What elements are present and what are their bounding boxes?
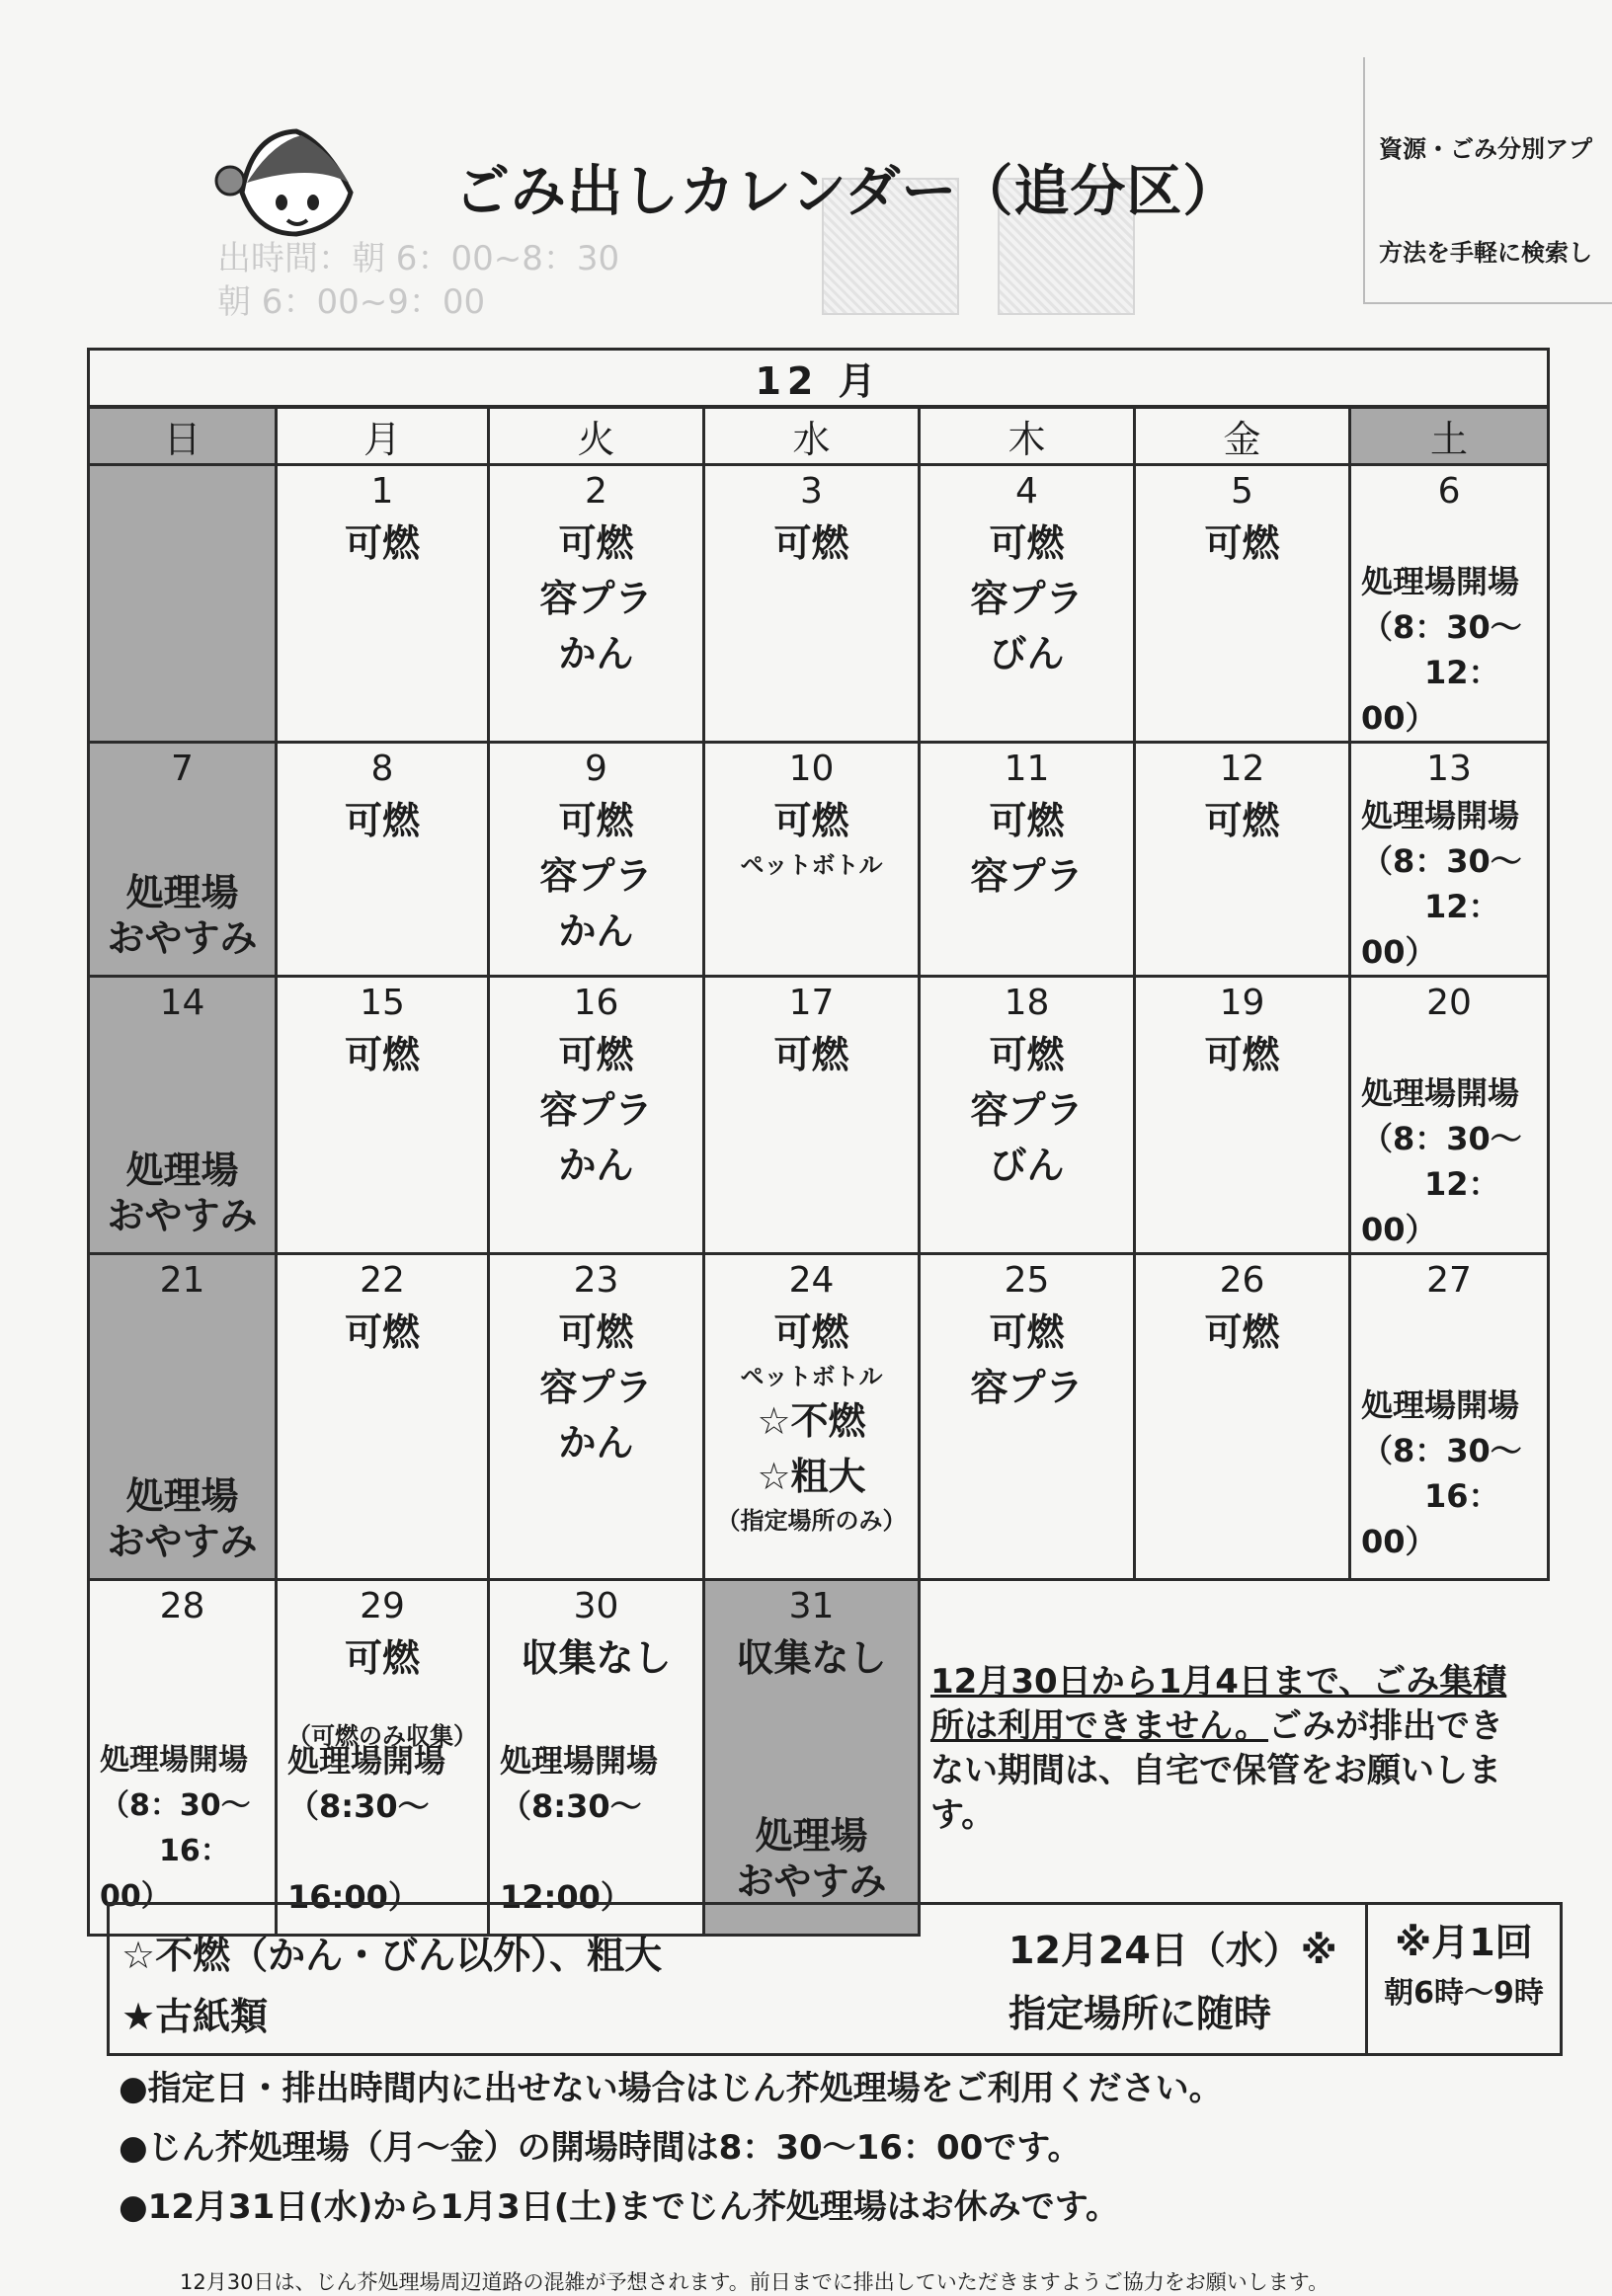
weekday-header: 水 <box>704 407 920 465</box>
day-cell <box>1350 743 1549 977</box>
day-number: 13 <box>1426 749 1472 789</box>
weekday-header: 木 <box>920 407 1135 465</box>
weekday-header: 月 <box>277 407 489 465</box>
day-cell <box>277 1580 489 1936</box>
day-cell <box>89 1254 277 1580</box>
collection-items: 可燃 容プラ <box>970 799 1084 898</box>
pet-bottle-label: ペットボトル <box>740 1363 883 1390</box>
week-row <box>89 1254 1549 1580</box>
collection-items: 可燃 <box>1204 521 1280 565</box>
day-cell <box>277 743 489 977</box>
facility-hours: 処理場開場 （8:30〜 12:00） <box>500 1742 659 1916</box>
collection-items: 可燃 <box>344 1310 420 1354</box>
collection-items: 可燃 <box>344 799 420 842</box>
day-number: 27 <box>1426 1260 1472 1301</box>
day-cell <box>89 977 277 1254</box>
legend-time: 朝6時〜9時 <box>1384 1976 1544 2011</box>
collection-items: 可燃 <box>773 799 849 842</box>
week-row <box>89 1580 1549 1936</box>
day-cell <box>277 465 489 743</box>
facility-hours: 処理場開場 （8:30〜 16:00） <box>287 1742 446 1916</box>
day-number: 2 <box>585 471 607 512</box>
day-cell <box>1350 977 1549 1254</box>
collection-items: 可燃 <box>344 1636 420 1680</box>
collection-items: 可燃 容プラ かん <box>539 1033 653 1187</box>
month-header: 12 月 <box>89 350 1549 408</box>
day-cell <box>1135 743 1350 977</box>
pet-bottle-label: ペットボトル <box>740 851 883 879</box>
day-cell <box>1135 1254 1350 1580</box>
legend-right <box>1365 1905 1560 2053</box>
day-cell <box>1350 465 1549 743</box>
collection-items: 可燃 <box>344 1033 420 1076</box>
day-number: 22 <box>360 1260 405 1301</box>
holiday-notice <box>920 1580 1549 1936</box>
day-cell <box>489 1254 704 1580</box>
collection-items: 可燃 <box>344 521 420 565</box>
designated-place-note: （指定場所のみ） <box>716 1507 907 1535</box>
collection-items: 可燃 容プラ かん <box>539 799 653 953</box>
collection-items: 可燃 容プラ かん <box>539 1310 653 1465</box>
note-item: ●12月31日(水)から1月3日(土)までじん芥処理場はお休みです。 <box>119 2187 1120 2227</box>
holiday-notice-text <box>921 1636 1547 1838</box>
week-row <box>89 743 1549 977</box>
calendar-table <box>87 348 1550 1937</box>
notice-underlined: 12月30日から1月4日まで、ごみ集積所は利用できません。 <box>930 1662 1507 1746</box>
legend-nonburnable: ☆不燃（かん・びん以外）、粗大 <box>121 1934 663 1977</box>
facility-hours: 処理場開場 （8：30〜 16：00） <box>1361 1386 1522 1560</box>
legend-middle <box>1008 1919 1337 2045</box>
day-cell <box>277 977 489 1254</box>
day-number: 17 <box>788 983 835 1023</box>
legend-old-paper: ★古紙類 <box>121 1995 269 2038</box>
day-cell <box>489 1580 704 1936</box>
day-cell <box>1350 1254 1549 1580</box>
burnable-only-note: （可燃のみ収集） <box>287 1722 477 1750</box>
app-info-note <box>1363 57 1612 304</box>
weekday-header: 火 <box>489 407 704 465</box>
day-cell <box>89 743 277 977</box>
day-cell <box>277 1254 489 1580</box>
day-number: 3 <box>800 471 823 512</box>
day-cell <box>920 465 1135 743</box>
day-number: 28 <box>159 1586 205 1626</box>
day-number: 23 <box>573 1260 619 1301</box>
facility-closed: 処理場 おやすみ <box>736 1814 887 1903</box>
day-cell <box>704 743 920 977</box>
day-number: 6 <box>1437 471 1461 512</box>
weekday-header: 金 <box>1135 407 1350 465</box>
weekday-header: 土 <box>1350 407 1549 465</box>
legend-date: 12月24日（水）※ <box>1008 1929 1337 1972</box>
day-cell <box>89 465 277 743</box>
mascot-logo <box>202 123 361 242</box>
note-item: ●じん芥処理場（月〜金）の開場時間は8：30〜16：00です。 <box>119 2128 1082 2168</box>
day-number: 31 <box>788 1586 835 1626</box>
day-number: 12 <box>1219 749 1265 789</box>
app-info-line: 方法を手軽に検索し <box>1379 239 1592 267</box>
day-cell <box>489 977 704 1254</box>
day-number: 14 <box>159 983 205 1023</box>
collection-items: 可燃 <box>1204 1033 1280 1076</box>
note-item: ●指定日・排出時間内に出せない場合はじん芥処理場をご利用ください。 <box>119 2069 1223 2108</box>
facility-closed: 処理場 おやすみ <box>107 871 258 960</box>
facility-closed: 処理場 おやすみ <box>107 1474 258 1563</box>
day-cell <box>704 1580 920 1936</box>
weekday-header: 日 <box>89 407 277 465</box>
collection-items: 可燃 <box>773 1033 849 1076</box>
day-cell <box>920 977 1135 1254</box>
day-number: 18 <box>1004 983 1050 1023</box>
legend-frequency: ※月1回 <box>1395 1921 1533 1964</box>
facility-hours: 処理場開場 （8：30〜 12：00） <box>1361 1074 1522 1248</box>
day-number: 25 <box>1004 1260 1050 1301</box>
day-number: 26 <box>1219 1260 1265 1301</box>
day-cell <box>1135 465 1350 743</box>
day-number: 21 <box>159 1260 205 1301</box>
page-title: ごみ出しカレンダー（追分区） <box>454 160 1240 224</box>
notes-list <box>119 2059 1223 2237</box>
day-number: 11 <box>1004 749 1050 789</box>
no-collection-label: 収集なし <box>521 1636 672 1680</box>
day-number: 1 <box>370 471 394 512</box>
day-number: 7 <box>171 749 194 789</box>
app-info-line: 資源・ごみ分別アプ <box>1379 135 1592 163</box>
week-row <box>89 465 1549 743</box>
facility-hours: 処理場開場 （8：30〜 12：00） <box>1361 797 1522 971</box>
collection-items: 可燃 <box>1204 799 1280 842</box>
day-number: 15 <box>360 983 405 1023</box>
day-cell <box>89 1580 277 1936</box>
day-number: 20 <box>1426 983 1472 1023</box>
week-row <box>89 977 1549 1254</box>
legend-place: 指定場所に随時 <box>1008 1992 1272 2035</box>
collection-items: 可燃 容プラ <box>970 1310 1084 1409</box>
collection-items: 可燃 容プラ びん <box>970 521 1084 675</box>
day-cell <box>704 977 920 1254</box>
weekday-row <box>89 407 1549 465</box>
day-cell <box>920 743 1135 977</box>
day-cell <box>920 1254 1135 1580</box>
footer-note: 12月30日は、じん芥処理場周辺道路の混雑が予想されます。前日までに排出していただきますようご協力をお願いします。 <box>180 2270 1330 2294</box>
collection-items: 可燃 <box>773 521 849 565</box>
special-items: ☆不燃 ☆粗大 <box>757 1399 866 1498</box>
day-number: 16 <box>573 983 619 1023</box>
day-number: 4 <box>1015 471 1038 512</box>
day-cell <box>1135 977 1350 1254</box>
facility-closed: 処理場 おやすみ <box>107 1148 258 1237</box>
day-number: 30 <box>573 1586 619 1626</box>
ghost-text: 出時間：朝 6：00~8：30 朝 6：00~9：00 <box>217 239 620 322</box>
facility-hours: 処理場開場 （8：30〜 12：00） <box>1361 563 1522 737</box>
facility-hours: 処理場開場 （8：30〜 16：00） <box>100 1743 251 1914</box>
legend-left <box>121 1925 662 2047</box>
day-cell <box>704 465 920 743</box>
day-cell <box>489 465 704 743</box>
collection-items: 可燃 <box>1204 1310 1280 1354</box>
collection-items: 可燃 <box>773 1310 849 1354</box>
day-number: 29 <box>360 1586 405 1626</box>
legend-box <box>107 1902 1563 2056</box>
day-number: 19 <box>1219 983 1265 1023</box>
day-number: 24 <box>788 1260 835 1301</box>
day-cell <box>704 1254 920 1580</box>
day-number: 9 <box>585 749 607 789</box>
collection-items: 可燃 容プラ かん <box>539 521 653 675</box>
day-number: 5 <box>1231 471 1253 512</box>
collection-items: 可燃 容プラ びん <box>970 1033 1084 1187</box>
notice-rest: ごみが排出できない期間は、自宅で保管をお願いします。 <box>930 1706 1504 1835</box>
day-number: 10 <box>788 749 835 789</box>
no-collection-label: 収集なし <box>736 1636 887 1680</box>
day-cell <box>489 743 704 977</box>
day-number: 8 <box>370 749 394 789</box>
